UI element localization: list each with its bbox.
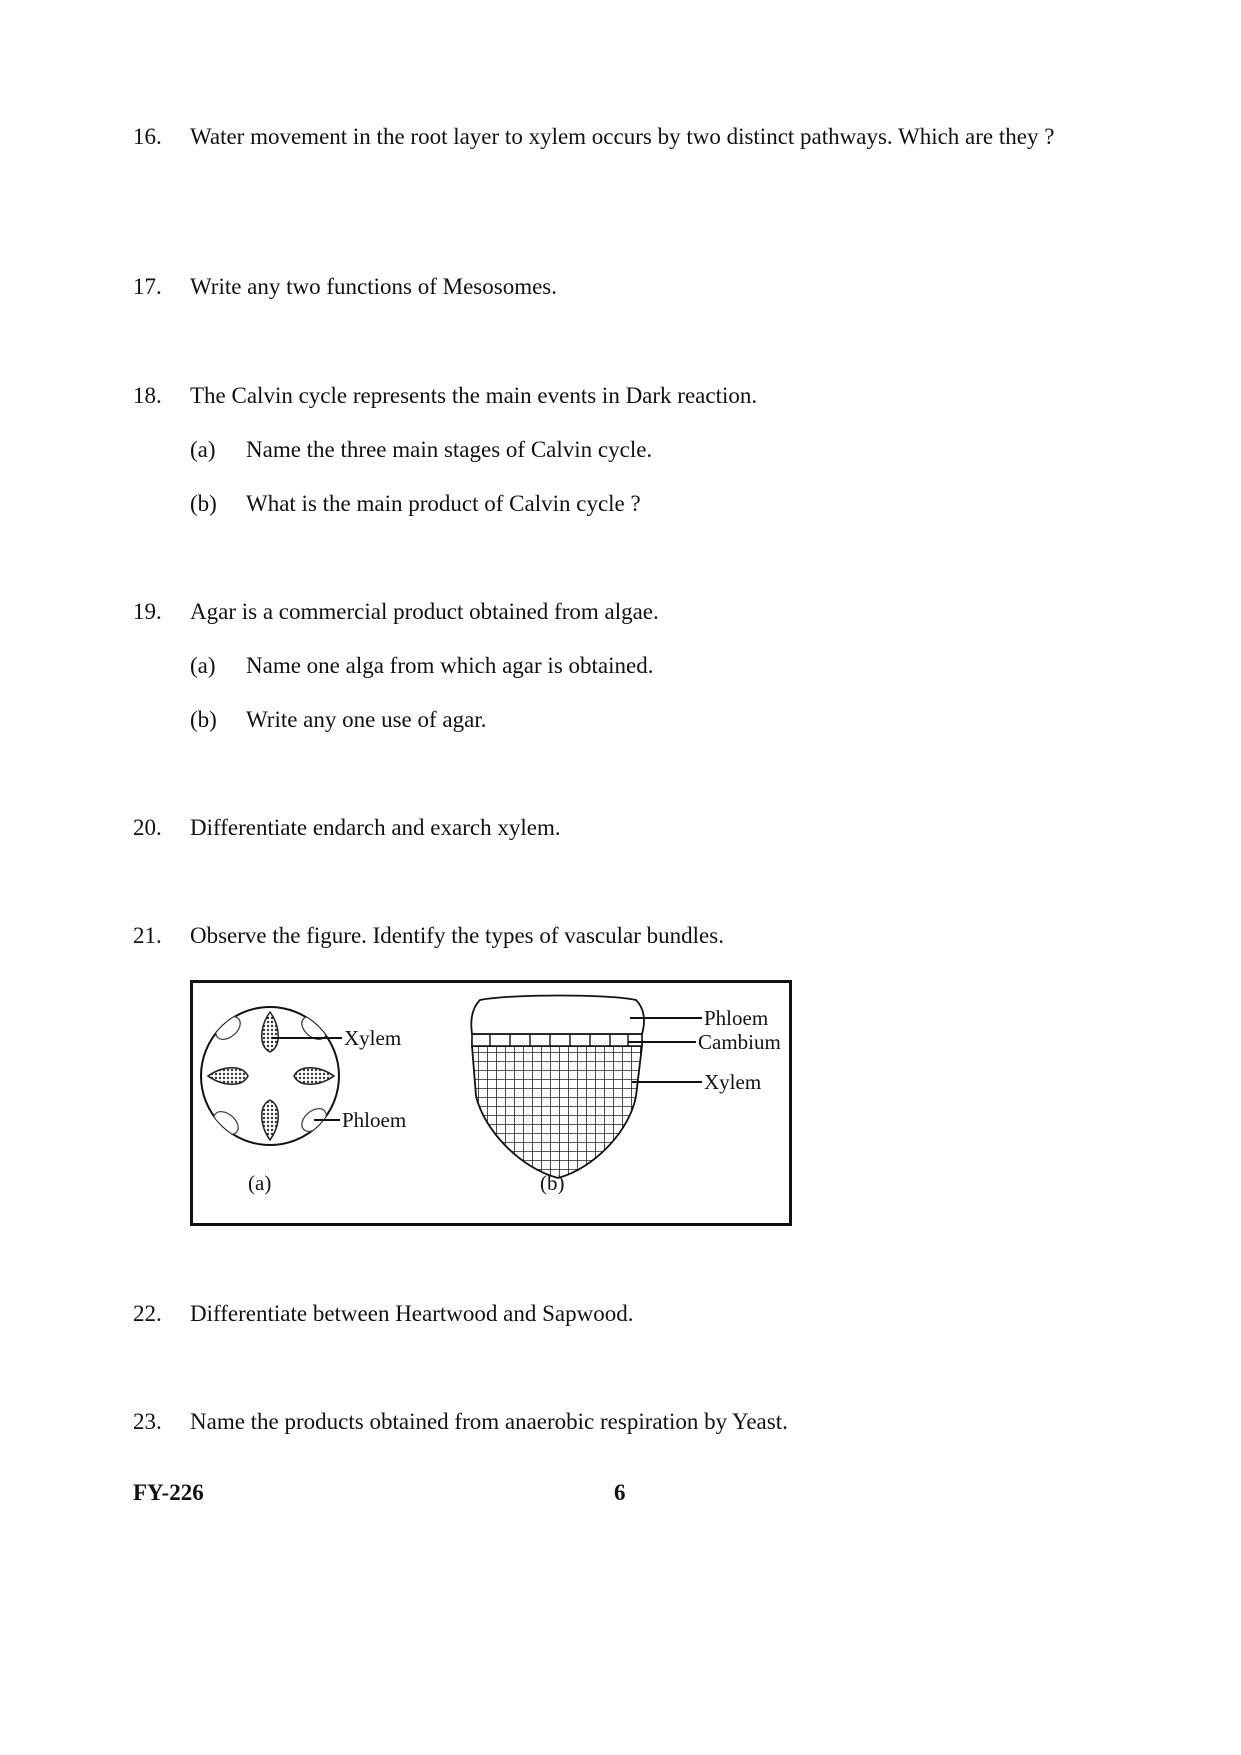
question-text: Write any two functions of Mesosomes. xyxy=(190,274,558,299)
question-text: The Calvin cycle represents the main events in Dark reaction. xyxy=(190,383,758,408)
question-number: 23. xyxy=(133,1409,162,1434)
label-a-phloem: Phloem xyxy=(342,1108,407,1132)
question-number: 20. xyxy=(133,815,162,840)
part-text: Name the three main stages of Calvin cycle. xyxy=(246,437,653,462)
question-text: Agar is a commercial product obtained from algae. xyxy=(190,599,659,624)
question-text: Differentiate between Heartwood and Sapwood. xyxy=(190,1301,634,1326)
label-a-xylem: Xylem xyxy=(344,1026,402,1050)
question-text: Observe the figure. Identify the types of vascular bundles. xyxy=(190,923,724,948)
question-number: 16. xyxy=(133,124,162,149)
paper-code: FY-226 xyxy=(133,1480,204,1505)
part-label: (a) xyxy=(190,653,216,678)
question-number: 19. xyxy=(133,599,162,624)
question-text: Differentiate endarch and exarch xylem. xyxy=(190,815,561,840)
caption-a: (a) xyxy=(248,1171,272,1195)
conjoint-vascular-bundle-diagram xyxy=(471,996,702,1179)
radial-vascular-bundle-diagram xyxy=(201,1007,342,1145)
caption-b: (b) xyxy=(540,1171,565,1195)
label-b-cambium: Cambium xyxy=(698,1030,781,1054)
label-b-phloem: Phloem xyxy=(704,1006,769,1030)
part-text: Name one alga from which agar is obtained. xyxy=(246,653,654,678)
part-label: (b) xyxy=(190,707,217,732)
question-number: 21. xyxy=(133,923,162,948)
page-number: 6 xyxy=(614,1480,626,1505)
question-number: 17. xyxy=(133,274,162,299)
part-text: What is the main product of Calvin cycle ? xyxy=(246,491,641,516)
part-label: (a) xyxy=(190,437,216,462)
question-number: 22. xyxy=(133,1301,162,1326)
question-text: Water movement in the root layer to xylem occurs by two distinct pathways. Which are they ? xyxy=(190,124,1055,149)
part-text: Write any one use of agar. xyxy=(246,707,487,732)
vascular-bundles-figure xyxy=(190,980,792,1226)
question-text: Name the products obtained from anaerobic respiration by Yeast. xyxy=(190,1409,788,1434)
part-label: (b) xyxy=(190,491,217,516)
question-number: 18. xyxy=(133,383,162,408)
label-b-xylem: Xylem xyxy=(704,1070,762,1094)
